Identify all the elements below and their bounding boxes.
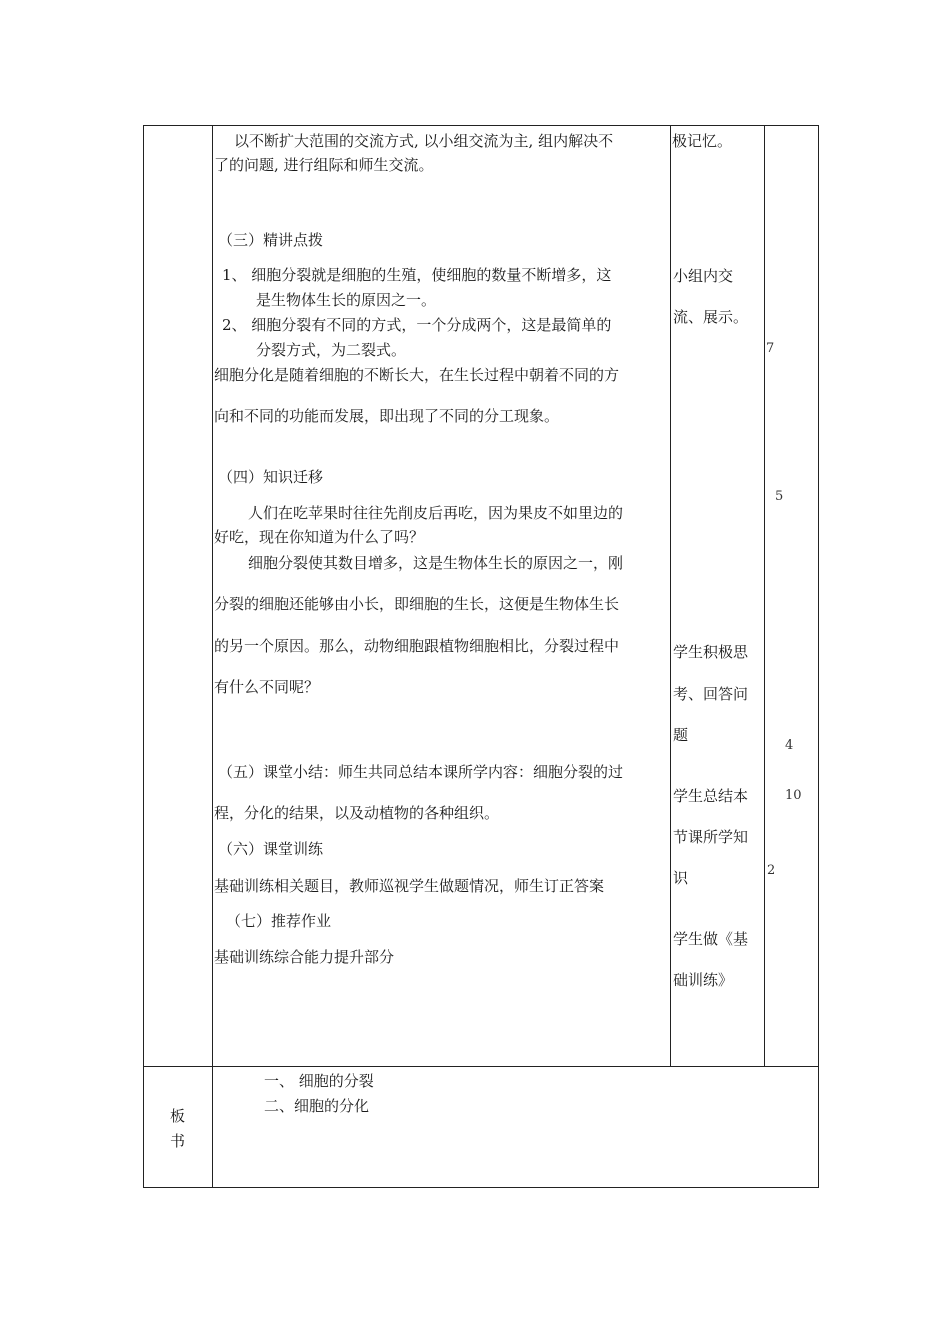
section-6-title: （六）课堂训练 <box>218 840 324 858</box>
section-4-p2-line-2: 分裂的细胞还能够由小长，即细胞的生长，这便是生物体生长 <box>214 595 620 613</box>
board-label-line-1: 板 <box>170 1107 186 1125</box>
intro-line-1: 以不断扩大范围的交流方式, 以小组交流为主, 组内解决不 <box>234 132 614 150</box>
board-item-1: 一、 细胞的分裂 <box>264 1072 374 1090</box>
intro-line-2: 了的问题, 进行组际和师生交流。 <box>214 156 434 174</box>
time-value-2: 5 <box>775 489 784 504</box>
section-3-item-2-line-1: 2、 细胞分裂有不同的方式，一个分成两个，这是最简单的 <box>222 316 612 334</box>
row-divider-board <box>143 1066 819 1067</box>
section-5-line-1: （五）课堂小结：师生共同总结本课所学内容：细胞分裂的过 <box>218 763 624 781</box>
section-3-item-2-line-2: 分裂方式，为二裂式。 <box>256 341 407 359</box>
section-7-title: （七）推荐作业 <box>226 912 332 930</box>
time-value-4: 10 <box>785 788 802 803</box>
time-value-5: 2 <box>767 863 776 878</box>
student-activity-1: 极记忆。 <box>672 132 733 150</box>
student-activity-3-line-3: 题 <box>673 726 689 744</box>
section-4-title: （四）知识迁移 <box>218 468 324 486</box>
column-divider-time <box>764 125 765 1066</box>
student-activity-3-line-1: 学生积极思 <box>673 643 749 661</box>
student-activity-2-line-1: 小组内交 <box>673 267 734 285</box>
section-6-text: 基础训练相关题目，教师巡视学生做题情况，师生订正答案 <box>214 877 605 895</box>
student-activity-4-line-1: 学生总结本 <box>673 787 749 805</box>
section-7-text: 基础训练综合能力提升部分 <box>214 948 395 966</box>
section-4-p2-line-1: 细胞分裂使其数目增多，这是生物体生长的原因之一，刚 <box>248 554 624 572</box>
board-label-line-2: 书 <box>170 1132 186 1150</box>
student-activity-5-line-2: 础训练》 <box>673 971 734 989</box>
student-activity-5-line-1: 学生做《基 <box>673 930 749 948</box>
student-activity-3-line-2: 考、回答问 <box>673 685 749 703</box>
time-value-1: 7 <box>766 341 775 356</box>
section-4-p1-line-2: 好吃，现在你知道为什么了吗？ <box>214 528 425 546</box>
column-divider-student <box>670 125 671 1066</box>
student-activity-2-line-2: 流、展示。 <box>673 308 749 326</box>
column-divider-label <box>212 125 213 1188</box>
time-value-3: 4 <box>785 738 794 753</box>
section-3-item-1-line-1: 1、 细胞分裂就是细胞的生殖，使细胞的数量不断增多，这 <box>222 266 612 284</box>
section-3-item-1-line-2: 是生物体生长的原因之一。 <box>256 291 437 309</box>
section-4-p1-line-1: 人们在吃苹果时往往先削皮后再吃，因为果皮不如里边的 <box>248 504 624 522</box>
section-3-para-line-2: 向和不同的功能而发展，即出现了不同的分工现象。 <box>214 407 560 425</box>
board-item-2: 二、细胞的分化 <box>264 1097 370 1115</box>
section-4-p2-line-3: 的另一个原因。那么，动物细胞跟植物细胞相比，分裂过程中 <box>214 637 620 655</box>
section-3-title: （三）精讲点拨 <box>218 231 324 249</box>
student-activity-4-line-3: 识 <box>673 869 689 887</box>
section-4-p2-line-4: 有什么不同呢？ <box>214 678 320 696</box>
section-5-line-2: 程，分化的结果，以及动植物的各种组织。 <box>214 804 500 822</box>
student-activity-4-line-2: 节课所学知 <box>673 828 749 846</box>
section-3-para-line-1: 细胞分化是随着细胞的不断长大，在生长过程中朝着不同的方 <box>214 366 620 384</box>
